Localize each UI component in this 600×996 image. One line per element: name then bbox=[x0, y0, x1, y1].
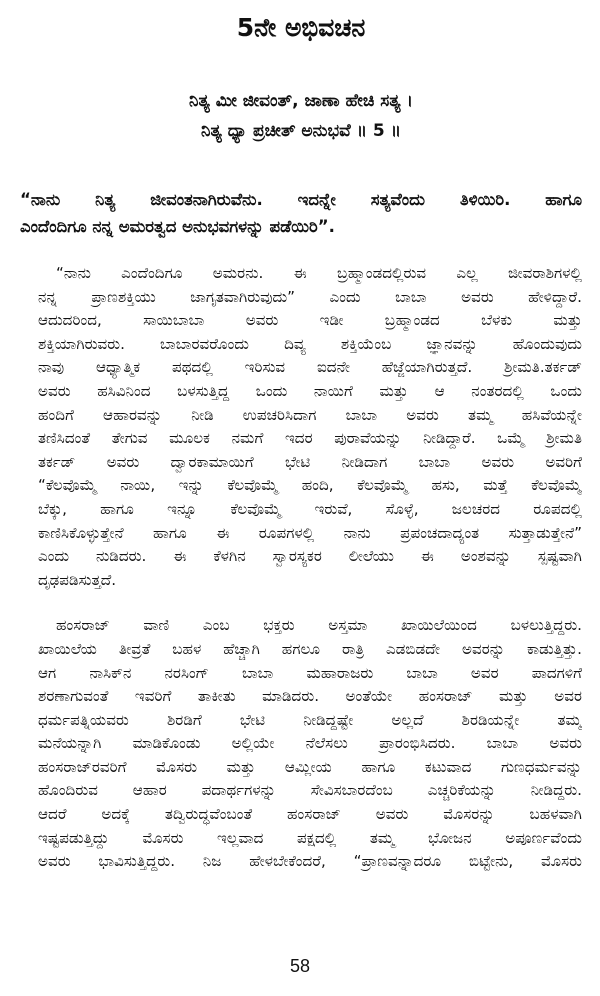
text-line: ನಾವು ಆಧ್ಯಾತ್ಮಿಕ ಪಥದಲ್ಲಿ ಇರಿಸುವ ಐದನೇ ಹೆಜ್ಜೆಯಾಗಿರುತ್ತದೆ. ಶ್ರೀಮತಿ.ತರ್ಕಡ್ bbox=[38, 358, 582, 377]
text-line: ದೃಢಪಡಿಸುತ್ತದೆ. bbox=[38, 570, 117, 589]
text-line: ಅವರು ಹಸಿವಿನಿಂದ ಬಳಸುತ್ತಿದ್ದ ಒಂದು ನಾಯಿಗೆ ಮತ್ತು ಆ ನಂತರದಲ್ಲಿ ಒಂದು bbox=[38, 381, 582, 400]
text-line: ಶಕ್ತಿಯಾಗಿರುವರು. ಬಾಬಾರವರೊಂದು ದಿವ್ಯ ಶಕ್ತಿಯೆಂಬ ಜ್ಞಾನವನ್ನು ಹೊಂದುವುದು bbox=[38, 334, 582, 353]
text-line: ತಣಿಸಿದಂತೆ ತೇಗುವ ಮೂಲಕ ನಮಗೆ ಇದರ ಪುರಾವೆಯನ್ನು ನೀಡಿದ್ದಾರೆ. ಒಮ್ಮೆ ಶ್ರೀಮತಿ bbox=[38, 429, 582, 448]
bold-quote bbox=[20, 186, 582, 240]
text-line: ಎಂದು ನುಡಿದರು. ಈ ಕೆಳಗಿನ ಸ್ವಾರಸ್ಯಕರ ಲೀಲೆಯು ಈ ಅಂಶವನ್ನು ಸ್ಪಷ್ಟವಾಗಿ bbox=[38, 547, 582, 566]
text-line: ಬೆಕ್ಕು, ಹಾಗೂ ಇನ್ನೂ ಕೆಲವೊಮ್ಮೆ ಇರುವೆ, ಸೊಳ್ಳೆ, ಜಲಚರದ ರೂಪದಲ್ಲಿ bbox=[38, 499, 582, 518]
text-line: “ಕೆಲವೊಮ್ಮೆ ನಾಯಿ, ಇನ್ನು ಕೆಲವೊಮ್ಮೆ ಹಂದಿ, ಕೆಲವೊಮ್ಮೆ ಹಸು, ಮತ್ತೆ ಕೆಲವೊಮ್ಮೆ bbox=[38, 476, 582, 495]
text-line: ಆದುದರಿಂದ, ಸಾಯಿಬಾಬಾ ಅವರು ಇಡೀ ಬ್ರಹ್ಮಾಂಡದ ಬೆಳಕು ಮತ್ತು bbox=[38, 311, 582, 330]
verse-line: ನಿತ್ಯ ಮೀ ಜೀವಂತ್, ಜಾಣಾ ಹೇಚಿ ಸತ್ಯ । bbox=[189, 91, 413, 111]
paragraph-2 bbox=[20, 614, 582, 874]
text-line: ಕಾಣಿಸಿಕೊಳ್ಳುತ್ತೇನೆ ಹಾಗೂ ಈ ರೂಪಗಳಲ್ಲಿ ನಾನು ಪ್ರಪಂಚದಾದ್ಯಂತ ಸುತ್ತಾಡುತ್ತೇನೆ” bbox=[38, 523, 582, 542]
text-line: ಮನೆಯನ್ನಾಗಿ ಮಾಡಿಕೊಂಡು ಅಲ್ಲಿಯೇ ನೆಲೆಸಲು ಪ್ರಾರಂಭಿಸಿದರು. ಬಾಬಾ ಅವರು bbox=[38, 734, 582, 753]
text-line: ಖಾಯಿಲೆಯ ತೀವ್ರತೆ ಬಹಳ ಹೆಚ್ಚಾಗಿ ಹಗಲೂ ರಾತ್ರಿ ಎಡಬಿಡದೇ ಅವರನ್ನು ಕಾಡುತ್ತಿತ್ತು. bbox=[38, 639, 582, 658]
chapter-title: 5ನೇ ಅಭಿವಚನ bbox=[236, 13, 366, 42]
paragraph-1 bbox=[20, 262, 582, 592]
text-line: ಹೊಂದಿರುವ ಆಹಾರ ಪದಾರ್ಥಗಳನ್ನು ಸೇವಿಸಬಾರದೆಂಬ ಎಚ್ಚರಿಕೆಯನ್ನು ನೀಡಿದ್ದರು. bbox=[38, 781, 582, 800]
text-line: ಹಂಸರಾಜ್‌ರವರಿಗೆ ಮೊಸರು ಮತ್ತು ಆಮ್ಲೀಯ ಹಾಗೂ ಕಟುವಾದ ಗುಣಧರ್ಮವನ್ನು bbox=[38, 757, 582, 776]
verse-line: ನಿತ್ಯ ಧ್ಯಾ ಪ್ರಚೀತ್ ಅನುಭವೆ ॥ 5 ॥ bbox=[201, 121, 401, 141]
text-line: ಶರಣಾಗುವಂತೆ ಇವರಿಗೆ ತಾಕೀತು ಮಾಡಿದರು. ಅಂತೆಯೇ ಹಂಸರಾಜ್ ಮತ್ತು ಅವರ bbox=[38, 687, 582, 706]
quote-line: ಎಂದೆಂದಿಗೂ ನನ್ನ ಅಮರತ್ವದ ಅನುಭವಗಳನ್ನು ಪಡೆಯಿರಿ”. bbox=[20, 217, 335, 236]
text-line: ತರ್ಕಡ್ ಅವರು ದ್ವಾರಕಾಮಾಯಿಗೆ ಭೇಟಿ ನೀಡಿದಾಗ ಬಾಬಾ ಅವರು ಅವರಿಗೆ bbox=[38, 452, 582, 471]
text-line: ಹಂದಿಗೆ ಆಹಾರವನ್ನು ನೀಡಿ ಉಪಚರಿಸಿದಾಗ ಬಾಬಾ ಅವರು ತಮ್ಮ ಹಸಿವೆಯನ್ನೇ bbox=[38, 405, 582, 424]
text-line: ಆದರೆ ಅದಕ್ಕೆ ತದ್ವಿರುದ್ಧವೆಂಬಂತೆ ಹಂಸರಾಜ್ ಅವರು ಮೊಸರನ್ನು ಬಹಳವಾಗಿ bbox=[38, 805, 582, 824]
text-line: ನನ್ನ ಪ್ರಾಣಶಕ್ತಿಯು ಜಾಗೃತವಾಗಿರುವುದು” ಎಂದು ಬಾಬಾ ಅವರು ಹೇಳಿದ್ದಾರೆ. bbox=[38, 287, 582, 306]
text-line: ಧರ್ಮಪತ್ನಿಯವರು ಶಿರಡಿಗೆ ಭೇಟಿ ನೀಡಿದ್ದಷ್ಟೇ ಅಲ್ಲದೆ ಶಿರಡಿಯನ್ನೇ ತಮ್ಮ bbox=[38, 710, 582, 729]
quote-line: “ನಾನು ನಿತ್ಯ ಜೀವಂತನಾಗಿರುವೆನು. ಇದನ್ನೇ ಸತ್ಯವೆಂದು ತಿಳಿಯಿರಿ. ಹಾಗೂ bbox=[20, 190, 582, 209]
text-line: ಅವರು ಭಾವಿಸುತ್ತಿದ್ದರು. ನಿಜ ಹೇಳಬೇಕೆಂದರೆ, “ಪ್ರಾಣವನ್ನಾದರೂ ಬಿಟ್ಟೇನು, ಮೊಸರು bbox=[38, 852, 582, 871]
text-line: ಆಗ ನಾಸಿಕ್‌ನ ನರಸಿಂಗ್ ಬಾಬಾ ಮಹಾರಾಜರು ಬಾಬಾ ಅವರ ಪಾದಗಳಿಗೆ bbox=[38, 663, 582, 682]
text-line: ಹಂಸರಾಜ್ ವಾಣಿ ಎಂಬ ಭಕ್ತರು ಅಸ್ತಮಾ ಖಾಯಿಲೆಯಿಂದ ಬಳಲುತ್ತಿದ್ದರು. bbox=[56, 616, 582, 635]
text-line: “ನಾನು ಎಂದೆಂದಿಗೂ ಅಮರನು. ಈ ಬ್ರಹ್ಮಾಂಡದಲ್ಲಿರುವ ಎಲ್ಲ ಜೀವರಾಶಿಗಳಲ್ಲಿ bbox=[56, 264, 582, 282]
verse-block bbox=[20, 86, 582, 146]
text-line: ಇಷ್ಟಪಡುತ್ತಿದ್ದು ಮೊಸರು ಇಲ್ಲವಾದ ಪಕ್ಷದಲ್ಲಿ ತಮ್ಮ ಭೋಜನ ಅಪೂರ್ಣವೆಂದು bbox=[38, 828, 582, 847]
page-number: 58 bbox=[289, 956, 311, 976]
